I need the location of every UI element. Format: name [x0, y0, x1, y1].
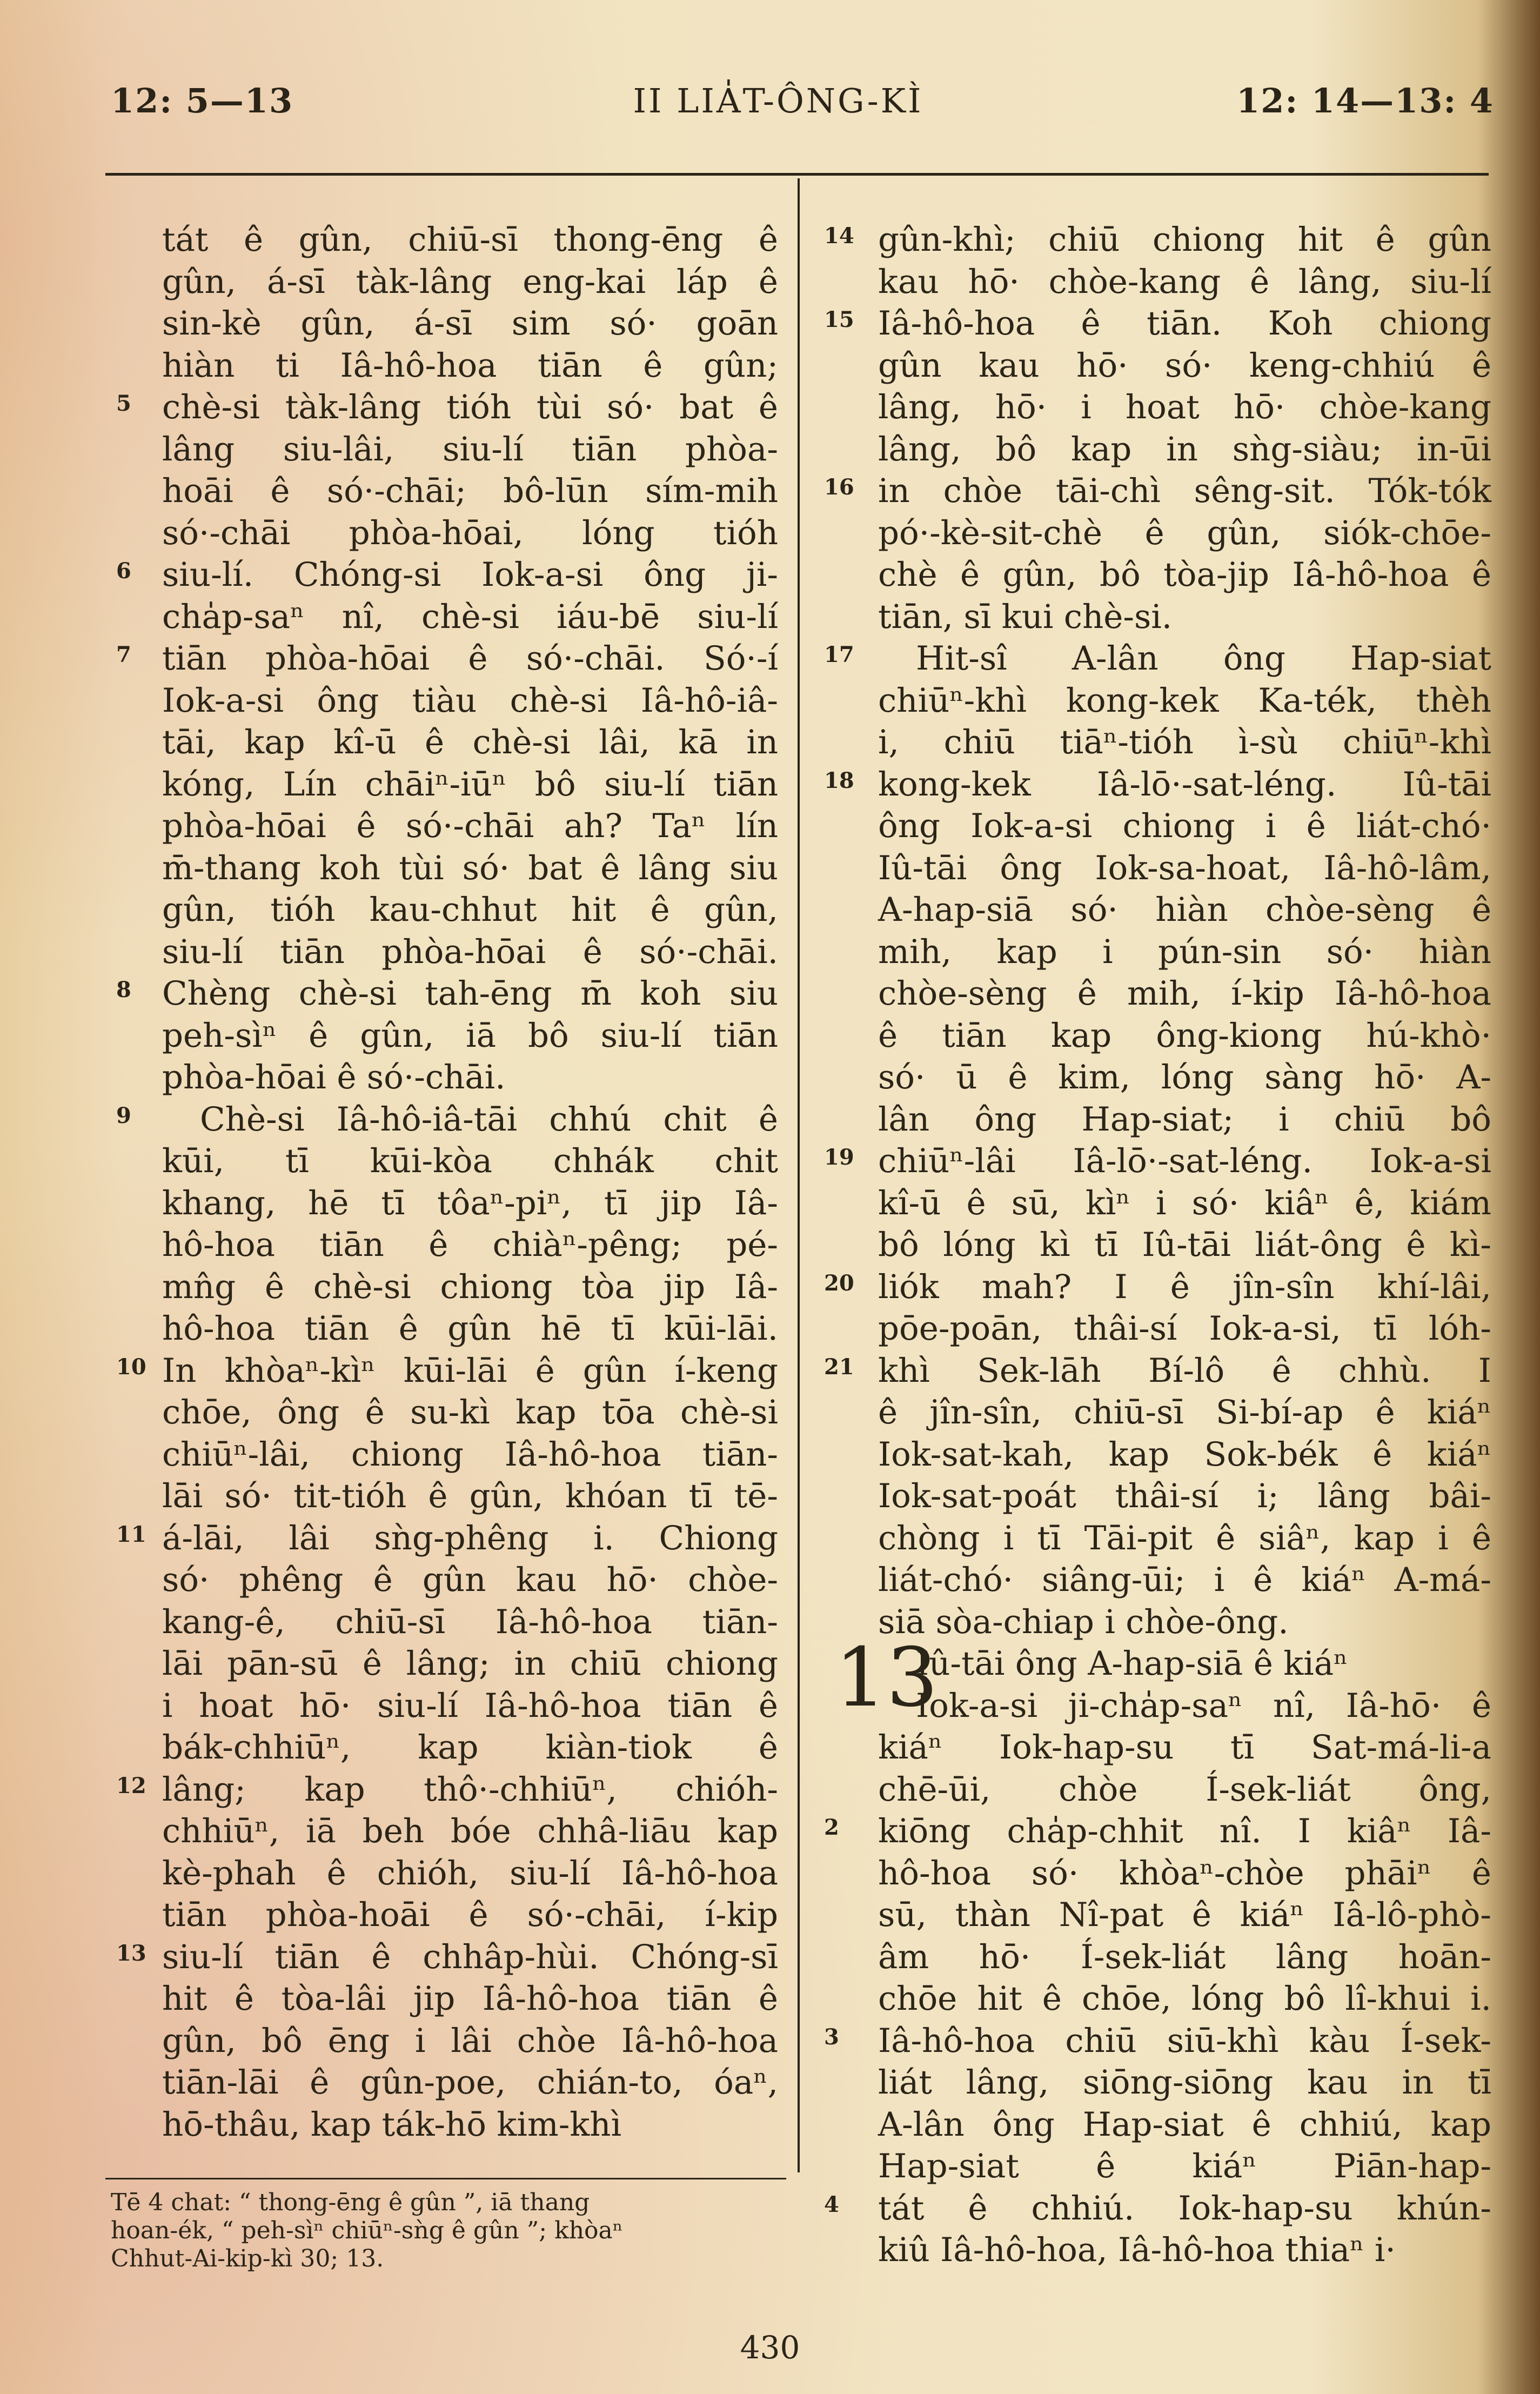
- left-column-line: mn̂g ê chè-si chiong tòa jip Iâ-: [162, 1267, 778, 1306]
- right-column-line: tát ê chhiú. Iok-hap-su khún-: [878, 2189, 1491, 2228]
- right-column-line: kiōng cha̍p-chhit nî. I kiâⁿ Iâ-: [878, 1812, 1491, 1850]
- footnote-line: Tē 4 chat: “ thong-ēng ê gûn ”, iā thang: [111, 2189, 590, 2216]
- right-column-line: gûn-khì; chiū chiong hit ê gûn: [878, 220, 1491, 259]
- footnote-line: hoan-ék, “ peh-sìⁿ chiūⁿ-sǹg ê gûn ”; khòaⁿ: [111, 2217, 623, 2244]
- left-column-line: chhiūⁿ, iā beh bóe chhâ-liāu kap: [162, 1812, 778, 1850]
- right-column-line: chiūⁿ-khì kong-kek Ka-ték, thèh: [878, 681, 1491, 720]
- verse-number: 2: [824, 1815, 839, 1840]
- left-column-text: [162, 219, 778, 2145]
- column-divider: [798, 178, 800, 2172]
- right-column-line: lân ông Hap-siat; i chiū bô: [878, 1100, 1491, 1139]
- page-number: 430: [740, 2329, 800, 2366]
- right-column-line: lâng, bô kap in sǹg-siàu; in-ūi: [878, 430, 1491, 469]
- left-column-line: hiàn ti Iâ-hô-hoa tiān ê gûn;: [162, 346, 778, 385]
- right-column-line: kiû Iâ-hô-hoa, Iâ-hô-hoa thiaⁿ i·: [878, 2231, 1396, 2269]
- left-column-line: cha̍p-saⁿ nî, chè-si iáu-bē siu-lí: [162, 597, 778, 636]
- footnote-line: Chhut-Ai-kip-kì 30; 13.: [111, 2245, 384, 2272]
- verse-number: 12: [116, 1773, 146, 1798]
- right-column-line: ông Iok-a-si chiong i ê liát-chó·: [878, 807, 1491, 845]
- right-column-line: Iâ-hô-hoa ê tiān. Koh chiong: [878, 304, 1491, 343]
- right-column-line: bô lóng kì tī Iû-tāi liát-ông ê kì-: [878, 1226, 1491, 1264]
- right-column-line: pōe-poān, thâi-sí Iok-a-si, tī lóh-: [878, 1309, 1491, 1348]
- left-column-line: hō-thâu, kap ták-hō kim-khì: [162, 2105, 622, 2144]
- verse-number: 13: [116, 1940, 146, 1966]
- right-column-line: lâng, hō· i hoat hō· chòe-kang: [878, 388, 1491, 426]
- verse-number: 21: [824, 1354, 854, 1380]
- right-column-line: chē-ūi, chòe Í-sek-liát ông,: [878, 1770, 1491, 1809]
- verse-number: 16: [824, 474, 854, 500]
- left-column-line: In khòaⁿ-kìⁿ kūi-lāi ê gûn í-keng: [162, 1351, 778, 1390]
- right-column-line: âm hō· Í-sek-liát lâng hoān-: [878, 1937, 1491, 1976]
- left-column-line: á-lāi, lâi sǹg-phêng i. Chiong: [162, 1519, 778, 1557]
- footnote-rule: [105, 2178, 786, 2179]
- left-column-line: tāi, kap kî-ū ê chè-si lâi, kā in: [162, 723, 778, 761]
- right-column-line: chōe hit ê chōe, lóng bô lî-khui i.: [878, 1980, 1491, 2018]
- left-column-line: só· phêng ê gûn kau hō· chòe-: [162, 1561, 778, 1599]
- right-column-line: in chòe tāi-chì sêng-sit. Tók-tók: [878, 472, 1491, 510]
- right-column-line: chòe-sèng ê mih, í-kip Iâ-hô-hoa: [878, 974, 1491, 1013]
- chapter-13-dropcap: 13: [835, 1631, 938, 1725]
- verse-number: 3: [824, 2024, 839, 2050]
- right-column-line: Iû-tāi ông A-hap-siā ê kiáⁿ: [916, 1644, 1348, 1683]
- left-column-line: sin-kè gûn, á-sī sim só· goān: [162, 304, 778, 343]
- left-column-line: phòa-hōai ê só·-chāi.: [162, 1058, 506, 1096]
- left-column-line: lāi só· tit-tióh ê gûn, khóan tī tē-: [162, 1477, 778, 1515]
- verse-number: 18: [824, 767, 854, 793]
- left-column-line: kang-ê, chiū-sī Iâ-hô-hoa tiān-: [162, 1602, 778, 1641]
- left-column-line: chōe, ông ê su-kì kap tōa chè-si: [162, 1393, 778, 1432]
- left-column-line: siu-lí. Chóng-si Iok-a-si ông ji-: [162, 556, 778, 594]
- left-column-line: chè-si tàk-lâng tióh tùi só· bat ê: [162, 388, 778, 426]
- right-column-line: só· ū ê kim, lóng sàng hō· A-: [878, 1058, 1491, 1096]
- left-column-line: kè-phah ê chióh, siu-lí Iâ-hô-hoa: [162, 1854, 778, 1893]
- verse-number: 7: [116, 642, 131, 667]
- right-column-line: chòng i tī Tāi-pit ê siâⁿ, kap i ê: [878, 1519, 1491, 1557]
- right-column-line: Iû-tāi ông Iok-sa-hoat, Iâ-hô-lâm,: [878, 848, 1491, 887]
- right-column-line: Hit-sî A-lân ông Hap-siat: [916, 639, 1491, 678]
- right-column-line: siā sòa-chiap i chòe-ông.: [878, 1602, 1289, 1641]
- right-column-text: [878, 219, 1491, 2271]
- right-column-line: ê jîn-sîn, chiū-sī Si-bí-ap ê kiáⁿ: [878, 1393, 1491, 1432]
- verse-number: 15: [824, 307, 854, 332]
- left-column-line: siu-lí tiān phòa-hōai ê só·-chāi.: [162, 932, 778, 971]
- left-column-line: hoāi ê só·-chāi; bô-lūn sím-mih: [162, 472, 778, 510]
- right-column-line: A-lân ông Hap-siat ê chhiú, kap: [878, 2105, 1491, 2144]
- right-column-line: kau hō· chòe-kang ê lâng, siu-lí: [878, 262, 1491, 301]
- right-column-line: khì Sek-lāh Bí-lô ê chhù. I: [878, 1351, 1491, 1390]
- left-column-line: tiān-lāi ê gûn-poe, chián-to, óaⁿ,: [162, 2063, 778, 2102]
- left-column-line: lâng siu-lâi, siu-lí tiān phòa-: [162, 430, 778, 469]
- left-column-line: i hoat hō· siu-lí Iâ-hô-hoa tiān ê: [162, 1686, 778, 1725]
- right-column-line: liát-chó· siâng-ūi; i ê kiáⁿ A-má-: [878, 1561, 1491, 1599]
- right-column-line: i, chiū tiāⁿ-tióh ì-sù chiūⁿ-khì: [878, 723, 1491, 761]
- header-book-title: II LIA̍T-ÔNG-KÌ: [633, 81, 923, 121]
- right-column-line: chiūⁿ-lâi Iâ-lō·-sat-léng. Iok-a-si: [878, 1142, 1491, 1180]
- right-column-line: Iok-sat-poát thâi-sí i; lâng bâi-: [878, 1477, 1491, 1515]
- left-column-line: Iok-a-si ông tiàu chè-si Iâ-hô-iâ-: [162, 681, 778, 720]
- right-column-line: liát lâng, siōng-siōng kau in tī: [878, 2063, 1491, 2102]
- left-column-line: m̄-thang koh tùi só· bat ê lâng siu: [162, 848, 778, 887]
- right-column-line: hô-hoa só· khòaⁿ-chòe phāiⁿ ê: [878, 1854, 1491, 1893]
- left-column-line: só·-chāi phòa-hōai, lóng tióh: [162, 513, 778, 552]
- right-column-line: ê tiān kap ông-kiong hú-khò·: [878, 1016, 1491, 1055]
- left-column-line: lâng; kap thô·-chhiūⁿ, chióh-: [162, 1770, 778, 1809]
- verse-number: 5: [116, 391, 131, 416]
- right-column-line: pó·-kè-sit-chè ê gûn, siók-chōe-: [878, 513, 1491, 552]
- verse-number: 11: [116, 1521, 146, 1547]
- left-column-line: Chèng chè-si tah-ēng m̄ koh siu: [162, 974, 778, 1013]
- left-column-line: siu-lí tiān ê chhâp-hùi. Chóng-sī: [162, 1937, 778, 1976]
- left-column-line: kūi, tī kūi-kòa chhák chit: [162, 1142, 778, 1180]
- right-column-line: Iok-a-si ji-cha̍p-saⁿ nî, Iâ-hō· ê: [916, 1686, 1491, 1725]
- left-column-line: khang, hē tī tôaⁿ-piⁿ, tī jip Iâ-: [162, 1183, 778, 1222]
- right-column-line: Iâ-hô-hoa chiū siū-khì kàu Í-sek-: [878, 2021, 1491, 2060]
- right-column-line: chè ê gûn, bô tòa-jip Iâ-hô-hoa ê: [878, 556, 1491, 594]
- left-column-line: hô-hoa tiān ê gûn hē tī kūi-lāi.: [162, 1309, 778, 1348]
- right-column-line: mih, kap i pún-sin só· hiàn: [878, 932, 1491, 971]
- right-column-line: kiáⁿ Iok-hap-su tī Sat-má-li-a: [878, 1728, 1491, 1767]
- right-column-line: kî-ū ê sū, kìⁿ i só· kiâⁿ ê, kiám: [878, 1183, 1491, 1222]
- verse-number: 14: [824, 223, 854, 249]
- header-right-reference: 12: 14—13: 4: [1236, 81, 1494, 121]
- right-column-line: tiān, sī kui chè-si.: [878, 597, 1173, 636]
- left-column-line: lāi pān-sū ê lâng; in chiū chiong: [162, 1644, 778, 1683]
- left-column-line: hô-hoa tiān ê chiàⁿ-pêng; pé-: [162, 1226, 778, 1264]
- left-column-line: gûn, tióh kau-chhut hit ê gûn,: [162, 891, 778, 929]
- right-column-line: A-hap-siā só· hiàn chòe-sèng ê: [878, 891, 1491, 929]
- right-column-line: Hap-siat ê kiáⁿ Piān-hap-: [878, 2147, 1491, 2185]
- right-column-line: liók mah? I ê jîn-sîn khí-lâi,: [878, 1267, 1491, 1306]
- verse-number: 10: [116, 1354, 146, 1380]
- left-column-line: phòa-hōai ê só·-chāi ah? Taⁿ lín: [162, 807, 778, 845]
- right-column-line: Iok-sat-kah, kap Sok-bék ê kiáⁿ: [878, 1435, 1491, 1474]
- verse-number: 17: [824, 642, 854, 667]
- right-column-line: sū, thàn Nî-pat ê kiáⁿ Iâ-lô-phò-: [878, 1896, 1491, 1934]
- left-column-line: gûn, bô ēng i lâi chòe Iâ-hô-hoa: [162, 2021, 778, 2060]
- verse-number: 19: [824, 1145, 854, 1170]
- header-rule: [105, 173, 1489, 176]
- right-column-line: kong-kek Iâ-lō·-sat-léng. Iû-tāi: [878, 765, 1491, 804]
- header-left-reference: 12: 5—13: [111, 81, 294, 121]
- left-column-line: kóng, Lín chāiⁿ-iūⁿ bô siu-lí tiān: [162, 765, 778, 804]
- left-column-line: tát ê gûn, chiū-sī thong-ēng ê: [162, 220, 778, 259]
- left-column-line: peh-sìⁿ ê gûn, iā bô siu-lí tiān: [162, 1016, 778, 1055]
- left-column-line: chiūⁿ-lâi, chiong Iâ-hô-hoa tiān-: [162, 1435, 778, 1474]
- left-column-line: tiān phòa-hoāi ê só·-chāi, í-kip: [162, 1896, 778, 1934]
- verse-number: 4: [824, 2191, 839, 2217]
- left-column-line: Chè-si Iâ-hô-iâ-tāi chhú chit ê: [200, 1100, 778, 1139]
- verse-number: 20: [824, 1270, 854, 1296]
- verse-number: 9: [116, 1102, 131, 1128]
- footnote: [111, 2189, 781, 2273]
- left-column-line: hit ê tòa-lâi jip Iâ-hô-hoa tiān ê: [162, 1980, 778, 2018]
- right-column-line: gûn kau hō· só· keng-chhiú ê: [878, 346, 1491, 385]
- verse-number: 6: [116, 558, 131, 584]
- left-column-line: gûn, á-sī tàk-lâng eng-kai láp ê: [162, 262, 778, 301]
- verse-number: 8: [116, 977, 131, 1002]
- left-column-line: tiān phòa-hōai ê só·-chāi. Só·-í: [162, 639, 778, 678]
- left-column-line: bák-chhiūⁿ, kap kiàn-tiok ê: [162, 1728, 778, 1767]
